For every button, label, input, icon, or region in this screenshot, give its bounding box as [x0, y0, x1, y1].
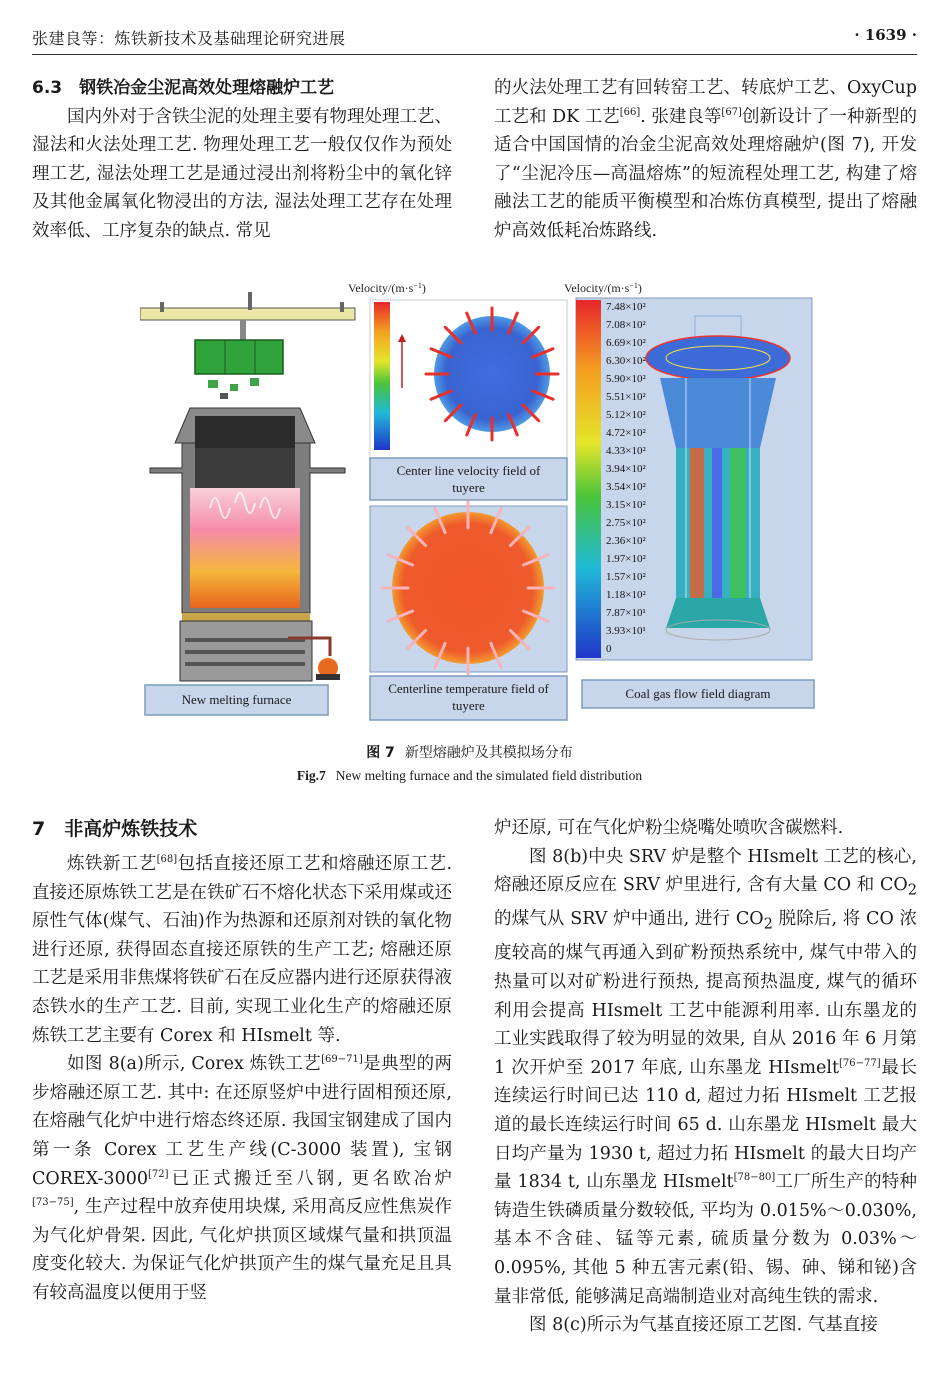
- colorbar-tick-label: 5.12×10²: [606, 409, 646, 421]
- header-authors-title: 张建良等：炼铁新技术及基础理论研究进展: [32, 29, 346, 48]
- paragraph: 图 8(b)中央 SRV 炉是整个 HIsmelt 工艺的核心, 熔融还原反应在 SRV 炉里进行, 含有大量 CO 和 $CO_2$ 的煤气从 SRV 炉中通出, 进行 $CO_2$ 脱除后, 将 CO 浓度较高的煤气再通入到矿粉预热系统中, 煤气中带入的热量可以对矿粉进行预热, 提高预热温度, 煤气的循环利用会提高 HIsmelt 工艺中能源利用率. 山东墨龙的工业实践取得了较为明显的效果, 自从 2016 年 6 月第 1 次开炉至 2017 年底, 山东墨龙 HIsmelt[76−77]最长连续运行时间已达 110 d, 超过力拓 HIsmelt 工艺报道的最长连续运行时间 65 d. 山东墨龙 HIsmelt 最大日均产量为 1930 t, 超过力拓 HIsmelt 的最大日均产量 1834 t, 山东墨龙 HIsmelt[78−80]工厂所生产的特种铸造生铁磷质量分数较低, 平均为 0.015%～0.030%, 基本不含硅、锰等元素, 硫质量分数为 0.03%～0.095%, 其他 5 种五害元素(铅、锡、砷、锑和铋)含量非常低, 能够满足高端制造业对高纯生铁的需求.: [494, 846, 918, 1307]
- velocity-colorbar: [374, 302, 390, 450]
- velocity-label-1: Velocity/$(m\cdot s^{-1})$: [348, 281, 426, 295]
- figure-caption-en: Fig.7 New melting furnace and the simulated field distribution: [296, 768, 643, 783]
- colorbar-tick-label: 7.08×10²: [606, 319, 646, 331]
- colorbar-tick-label: 4.72×10²: [606, 427, 646, 439]
- page-number: · 1639 ·: [854, 26, 917, 44]
- paragraph: 炼铁新工艺[68]包括直接还原工艺和熔融还原工艺. 直接还原炼铁工艺是在铁矿石不熔化状态下采用煤或还原性气体(煤气、石油)作为热源和还原剂对铁的氧化物进行还原, 获得固态直接还原铁的生产工艺; 熔融还原工艺是采用非焦煤将铁矿石在反应器内进行还原获得液态铁水的生产工艺. 目前, 实现工业化生产的熔融还原炼铁工艺主要有 Corex 和 HIsmelt 等.: [32, 854, 453, 1046]
- colorbar-tick-label: 2.75×10²: [606, 517, 646, 529]
- paragraph: 如图 8(a)所示, Corex 炼铁工艺[69−71]是典型的两步熔融还原工艺. 其中: 在还原竖炉中进行固相预还原, 在熔融气化炉中进行熔态终还原. 我国宝钢建成了国内第一条 Corex 工艺生产线(C-3000 装置), 宝钢 COREX-3000[72]已正式搬迁至八钢, 更名欧冶炉[73−75], 生产过程中放弃使用块煤, 采用高反应性焦炭作为气化炉骨架. 因此, 气化炉拱顶区域煤气量和拱顶温度变化较大. 为保证气化炉拱顶产生的煤气量充足且具有较高温度以便用于竖: [32, 1054, 453, 1303]
- temperature-tuyere-disk: [382, 502, 554, 674]
- figure-caption-cn: 图 7 新型熔融炉及其模拟场分布: [366, 745, 573, 761]
- figure-7: [140, 278, 820, 726]
- center-velocity-label: Center line velocity field of tuyere: [396, 463, 541, 495]
- citation[interactable]: [69−71]: [321, 1054, 363, 1066]
- colorbar-tick-label: 7.87×10¹: [606, 607, 646, 619]
- colorbar-tick-label: 6.69×10²: [606, 337, 646, 349]
- citation[interactable]: [72]: [147, 1168, 169, 1180]
- colorbar-tick-label: 3.15×10²: [606, 499, 646, 511]
- paragraph: 国内外对于含铁尘泥的处理主要有物理处理工艺、湿法和火法处理工艺. 物理处理工艺一般仅仅作为预处理工艺, 湿法处理工艺是通过浸出剂将粉尘中的氧化锌及其他金属氧化物浸出的方法, 湿法处理工艺存在处理效率低、工序复杂的缺点. 常见: [32, 106, 452, 241]
- figure-7-graphic: [140, 278, 820, 726]
- colorbar-tick-label: 3.54×10²: [606, 481, 646, 493]
- paragraph: 的火法处理工艺有回转窑工艺、转底炉工艺、OxyCup 工艺和 DK 工艺[66]. 张建良等[67]创新设计了一种新型的适合中国国情的冶金尘泥高效处理熔融炉(图 7), 开发了“尘泥冷压—高温熔炼”的短流程处理工艺, 构建了熔融法工艺的能质平衡模型和冶炼仿真模型, 提出了熔融炉高效低耗冶炼路线.: [494, 78, 917, 241]
- running-header: [32, 24, 917, 55]
- citation[interactable]: [68]: [156, 854, 178, 866]
- section-6-3-left: [32, 74, 452, 246]
- citation[interactable]: [67]: [721, 106, 742, 118]
- paragraph: 图 8(c)所示为气基直接还原工艺图. 气基直接: [529, 1315, 878, 1336]
- citation[interactable]: [76−77]: [839, 1057, 881, 1069]
- velocity-label-2: Velocity/$(m\cdot s^{-1})$: [564, 281, 642, 295]
- colorbar-tick-label: 3.93×10¹: [606, 625, 646, 637]
- citation[interactable]: [73−75]: [32, 1197, 74, 1209]
- melting-furnace-illustration: [140, 292, 355, 715]
- velocity-tuyere-disk: [426, 308, 558, 440]
- colorbar-tick-label: 6.30×10²: [606, 355, 646, 367]
- colorbar-tick-label: 2.36×10²: [606, 535, 646, 547]
- section-heading-7: 7 非高炉炼铁技术: [32, 818, 198, 840]
- citation[interactable]: [66]: [619, 106, 641, 118]
- center-temperature-label: Centerline temperature field of tuyere: [388, 681, 549, 713]
- colorbar-tick-label: 3.94×10²: [606, 463, 646, 475]
- colorbar-tick-label: 5.51×10²: [606, 391, 646, 403]
- colorbar-tick-label: 1.57×10²: [606, 571, 646, 583]
- coal-gas-label: Coal gas flow field diagram: [625, 686, 771, 701]
- colorbar-tick-label: 4.33×10²: [606, 445, 646, 457]
- coal-gas-colorbar: [576, 300, 601, 658]
- citation[interactable]: [78−80]: [733, 1172, 776, 1184]
- section-6-3-right: [494, 74, 917, 246]
- colorbar-tick-label: 1.18×10²: [606, 589, 646, 601]
- section-heading-6-3: 6.3 钢铁冶金尘泥高效处理熔融炉工艺: [32, 78, 335, 98]
- colorbar-tick-label: 7.48×10²: [606, 301, 646, 313]
- colorbar-tick-label: 5.90×10²: [606, 373, 646, 385]
- section-7-left: [32, 814, 452, 1308]
- colorbar-tick-label: 1.97×10²: [606, 553, 646, 565]
- paragraph: 炉还原, 可在气化炉粉尘烧嘴处喷吹含碳燃料.: [494, 818, 844, 838]
- furnace-label: New melting furnace: [181, 692, 292, 707]
- colorbar-tick-label: 0: [606, 643, 612, 655]
- section-7-right: [494, 814, 917, 1340]
